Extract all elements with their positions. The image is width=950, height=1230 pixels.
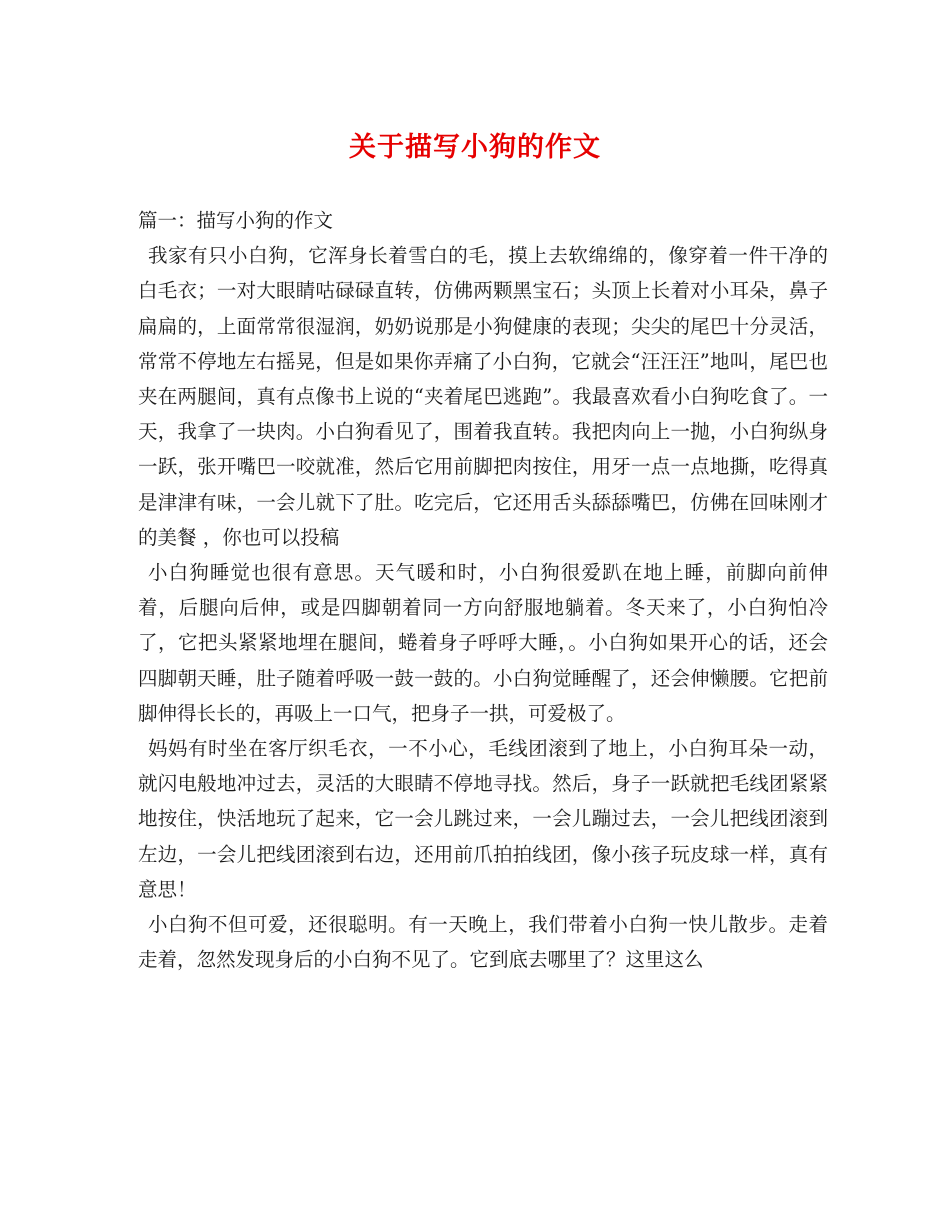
paragraph-3: 妈妈有时坐在客厅织毛衣，一不小心，毛线团滚到了地上，小白狗耳朵一动，就闪电般地冲过去，灵活的大眼睛不停地寻找。然后，身子一跃就把毛线团紧紧地按住，快活地玩了起来，它一会儿跳过来，一会儿蹦过去，一会儿把线团滚到左边，一会儿把线团滚到右边，还用前爪拍拍线团，像小孩子玩皮球一样，真有意思！ — [138, 737, 828, 901]
document-body — [138, 203, 828, 977]
paragraph-1: 我家有只小白狗，它浑身长着雪白的毛，摸上去软绵绵的，像穿着一件干净的白毛衣；一对大眼睛咕碌碌直转，仿佛两颗黑宝石；头顶上长着对小耳朵，鼻子扁扁的，上面常常很湿润，奶奶说那是小狗健康的表现；尖尖的尾巴十分灵活，常常不停地左右摇晃，但是如果你弄痛了小白狗，它就会“汪汪汪”地叫，尾巴也夹在两腿间，真有点像书上说的“夹着尾巴逃跑”。我最喜欢看小白狗吃食了。一天，我拿了一块肉。小白狗看见了，围着我直转。我把肉向上一抛，小白狗纵身一跃，张开嘴巴一咬就准，然后它用前脚把肉按住，用牙一点一点地撕，吃得真是津津有味，一会儿就下了肚。吃完后，它还用舌头舔舔嘴巴，仿佛在回味刚才的美餐 ，你也可以投稿 — [138, 244, 828, 549]
section-heading: 篇一：描写小狗的作文 — [138, 209, 334, 232]
paragraph-2: 小白狗睡觉也很有意思。天气暖和时，小白狗很爱趴在地上睡，前脚向前伸着，后腿向后伸，或是四脚朝着同一方向舒服地躺着。冬天来了，小白狗怕冷了，它把头紧紧地埋在腿间，蜷着身子呼呼大睡，。小白狗如果开心的话，还会四脚朝天睡，肚子随着呼吸一鼓一鼓的。小白狗觉睡醒了，还会伸懒腰。它把前脚伸得长长的，再吸上一口气，把身子一拱，可爱极了。 — [138, 561, 828, 725]
document-title: 关于描写小狗的作文 — [349, 132, 601, 163]
paragraph-4: 小白狗不但可爱，还很聪明。有一天晚上，我们带着小白狗一快儿散步。走着走着，忽然发现身后的小白狗不见了。它到底去哪里了？这里这么 — [138, 913, 828, 972]
